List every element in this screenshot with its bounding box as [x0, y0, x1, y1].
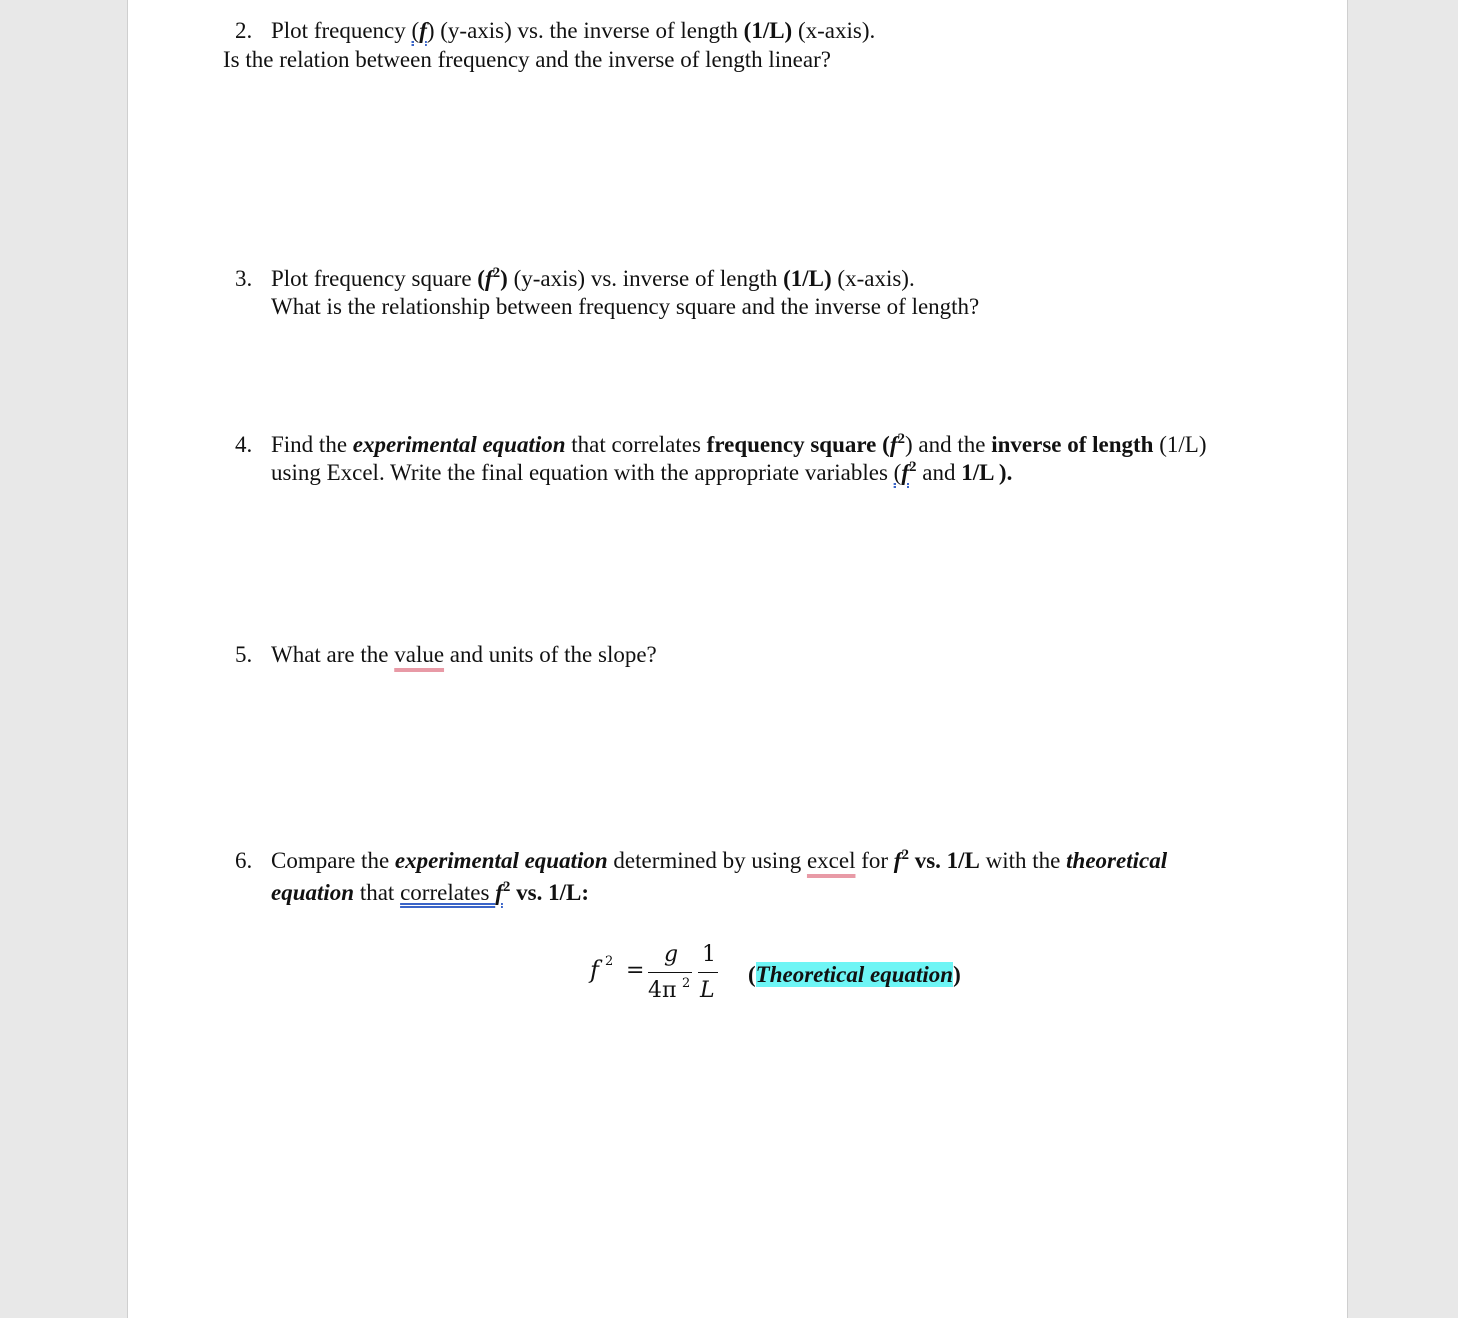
- q6-line2: equation that correlates $f^2$ vs. 1/L:: [271, 879, 589, 905]
- q2-line2: Is the relation between frequency and the inverse of length linear?: [223, 47, 831, 72]
- q6-line1: Compare the experimental equation determined by using excel for $f^2$ vs. 1/L with the theoretical: [271, 847, 1168, 873]
- q3-number: 3.: [235, 266, 253, 291]
- eq-lhs: f: [590, 956, 599, 984]
- q6-number: 6.: [235, 848, 253, 873]
- theoretical-equation: f 2 = g 4π 2 1 L: [590, 942, 716, 1003]
- eq-denominator: 4π: [648, 978, 677, 1003]
- q2-f-symbol: (f: [411, 18, 427, 43]
- q5-line1: What are the value and units of the slope?: [271, 642, 657, 667]
- q2-text: Plot frequency: [271, 18, 412, 43]
- q2-text: (x-axis).: [792, 18, 876, 43]
- document-page: [127, 0, 1348, 1318]
- q4-line1: Find the experimental equation that correlates frequency square $(f^2)$ and the inverse of length (1/L): [271, 431, 1207, 457]
- q2-number: 2.: [235, 18, 253, 43]
- q5-number: 5.: [235, 642, 253, 667]
- q2-inverse-length: (1/L): [743, 18, 793, 43]
- q3-line2: What is the relationship between frequency square and the inverse of length?: [271, 294, 980, 319]
- q5-value-spellcheck: value: [394, 642, 445, 667]
- eq-fraction-bar: [698, 972, 718, 973]
- q4-number: 4.: [235, 432, 253, 457]
- theoretical-label-highlight: Theoretical equation: [755, 962, 954, 987]
- q2-line1: [271, 17, 875, 45]
- theoretical-equation-label: (Theoretical equation): [748, 962, 961, 987]
- q2-text: ) (y-axis) vs. the inverse of length: [426, 18, 744, 43]
- q4-experimental-equation: experimental equation: [352, 432, 566, 457]
- eq-fraction-bar: [648, 972, 692, 973]
- q3-line1: Plot frequency square $(f^2)$ (y-axis) vs. inverse of length (1/L) (x-axis).: [271, 265, 915, 291]
- q6-excel-spellcheck: excel: [806, 848, 856, 873]
- q6-correlates-grammar: correlates f: [400, 880, 503, 905]
- q4-line2: using Excel. Write the final equation with the appropriate variables ($f^2$ and 1/L ).: [271, 459, 1013, 485]
- q4-f-symbol: (f: [893, 460, 909, 485]
- eq-numerator-g: g: [664, 942, 679, 967]
